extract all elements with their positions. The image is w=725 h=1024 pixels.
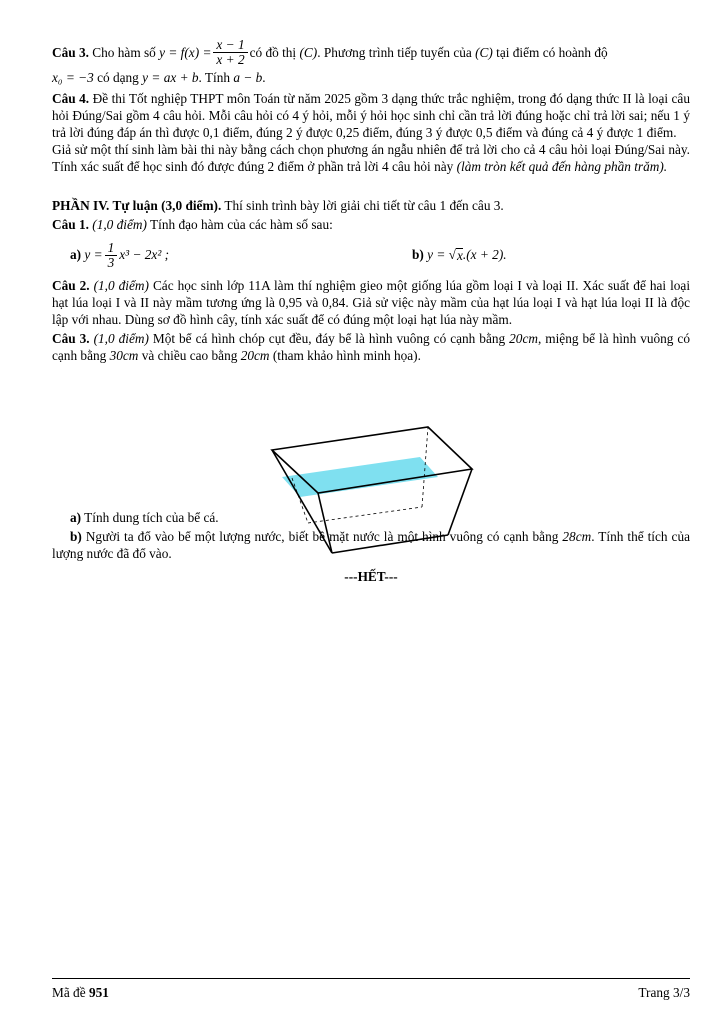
q3-prev-end: . [262,70,266,85]
c3-a-label: a) [70,510,82,525]
c1-a-rest: x³ − 2x² ; [119,247,170,262]
c2-para [52,277,690,328]
c3-para [52,330,690,364]
c3-points: (1,0 điểm) [93,331,149,346]
c3-label: Câu 3. [52,331,90,346]
c3-v3: 20cm [240,348,270,363]
frustum-figure [270,425,480,555]
c1-a-fraction [105,241,118,270]
c1-label: Câu 1. [52,217,89,232]
footer-code-label: Mã đề [52,985,86,1000]
c3-v4: 28cm [562,529,592,544]
q3-prev-graph: (C) [299,45,318,60]
page-footer [52,978,690,1001]
c1-a-den: 3 [107,254,115,270]
q4-text2-italic: (làm tròn kết quả đến hàng phần trăm). [456,159,668,174]
c1-a-label: a) [70,247,82,262]
q3-prev-func: y = f(x) = [159,45,212,60]
c1-b-sqrt: x [456,247,463,263]
c1-text: Tính đạo hàm của các hàm số sau: [150,217,333,232]
q4-para2 [52,141,690,175]
c1-b-lhs: y = [427,247,446,262]
q3-prev-text-e: có dạng [97,70,139,85]
q3-prev-ask: a − b [233,70,263,85]
c3-text-b: , miệng bể là hình vuông có cạnh bằng [52,331,690,363]
c2-text: Các học sinh lớp 11A làm thí nghiệm gieo một giống lúa gồm loại I và loại II. Xác suất để hai loại hạt lúa loại I và II này mầm tương ứng là 0,95 và 0,84. Giả sử việc này mầm của hạt lúa loại I và hạt lúa loại II là độc lập với nhau. Dùng sơ đồ hình cây, tính xác suất để có đúng một loại hạt lúa này mầm. [52,278,691,327]
part4-heading [52,197,690,214]
c1-parts [52,237,690,273]
c3-b-text-b: . Tính thể tích của lượng nước đã đổ vào. [52,529,690,561]
q3-prev-frac-den: x + 2 [216,52,245,67]
q3-prev-text-d: tại điểm có hoành độ [496,45,608,60]
q4-text2: Giả sử một thí sinh làm bài thi này bằng cách chọn phương án ngẫu nhiên để trả lời cho cả 4 câu hỏi loại Đúng/Sai này. Tính xác suất để học sinh đó được đúng 2 điểm ở phần trả lời 4 câu hỏi này [52,142,690,174]
c3-text-d: (tham khảo hình minh họa). [272,348,421,363]
c1-a-num: 1 [105,241,118,256]
c3-a-text: Tính dung tích của bể cá. [84,510,219,525]
q3-prev-line2 [52,69,690,86]
part4-heading-rest: Thí sinh trình bày lời giải chi tiết từ câu 1 đến câu 3. [224,198,504,213]
c3-v1: 20cm [509,331,538,346]
q3-prev-fraction [213,38,247,67]
c2-points: (1,0 điểm) [93,278,149,293]
q3-prev-x0: x₀ = −3 [52,70,94,85]
q3-prev-frac-num: x − 1 [213,38,247,53]
q4-text1: Đề thi Tốt nghiệp THPT môn Toán từ năm 2025 gồm 3 dạng thức trắc nghiệm, trong đó dạng thức II là loại câu hỏi Đúng/Sai gồm 4 câu hỏi. Mỗi câu hỏi có 4 ý hỏi, mỗi ý hỏi học sinh chỉ cần trả lời đúng hoặc chỉ trả lời sai; nếu 1 ý trả lời đúng đáp án thì được 0,1 điểm, đúng 2 ý được 0,25 điểm, đúng 3 ý được 0,5 điểm và đúng cả 4 ý được 1 điểm. [52,91,690,140]
c1-part-b: b) y = √ x .(x + 2). [412,247,507,263]
c3-b-label: b) [70,529,82,544]
q4-para1 [52,90,690,141]
q3-prev-text-a: Cho hàm số [92,45,156,60]
q3-prev-text-b: có đồ thị [249,45,297,60]
c3-v2: 30cm [109,348,139,363]
q3-prev-text-c: . Phương trình tiếp tuyến của [317,45,472,60]
q4-label: Câu 4. [52,91,90,106]
c3-b-text-a: Người ta đổ vào bể một lượng nước, biết bề mặt nước là một hình vuông có cạnh bằng [85,529,559,544]
end-marker: ---HẾT--- [344,569,398,584]
c1-a-lhs: y = [84,247,103,262]
q3-prev-label: Câu 3. [52,45,89,60]
c3-text-c: và chiều cao bằng [141,348,238,363]
q3-prev-form: y = ax + b [142,70,199,85]
water-surface [282,457,438,497]
c1-points: (1,0 điểm) [92,217,147,232]
footer-code-value: 951 [88,985,109,1000]
q3-prev-graph-2: (C) [475,45,493,60]
c2-label: Câu 2. [52,278,90,293]
footer-page: Trang 3/3 [638,985,690,1000]
q3-prev-text-f: . Tính [198,70,231,85]
c1-part-a [52,241,412,270]
q3-prev-line1 [52,38,690,67]
c1-b-label: b) [412,247,424,262]
c1-b-rest: .(x + 2). [462,247,507,262]
c3-text-a: Một bể cá hình chóp cụt đều, đáy bể là hình vuông có cạnh bằng [152,331,506,346]
footer-code [52,985,109,1001]
part4-title: PHẦN IV. Tự luận (3,0 điểm). [52,198,222,213]
c1-line [52,216,690,233]
